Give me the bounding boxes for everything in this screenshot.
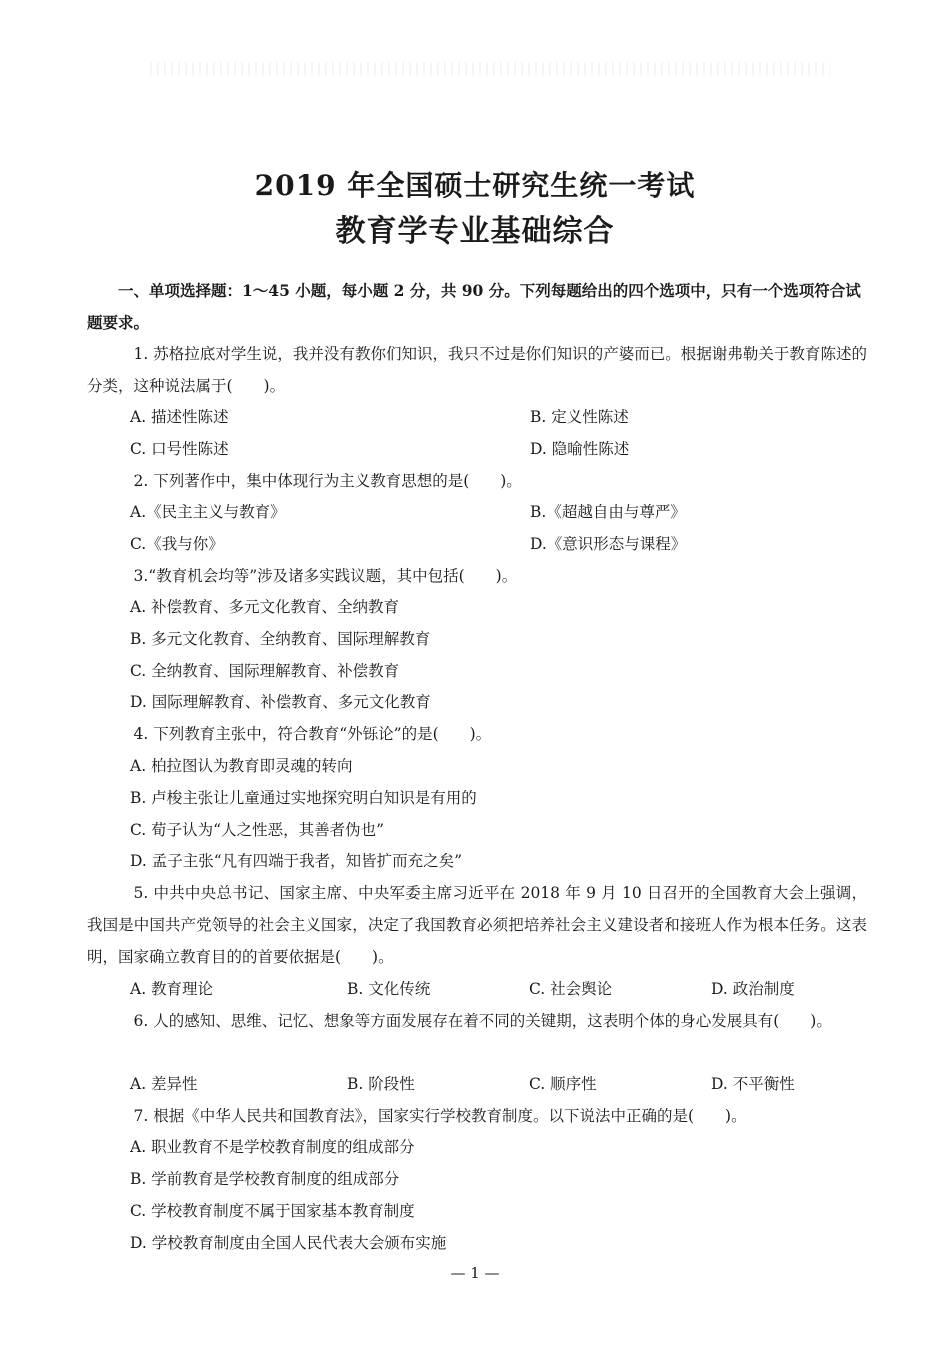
exam-title: 2019 年全国硕士研究生统一考试 — [254, 169, 696, 202]
question-stem: 2. 下列著作中，集中体现行为主义教育思想的是( )。 — [133, 472, 522, 490]
option-b: B. 多元文化教育、全纳教育、国际理解教育 — [130, 630, 431, 648]
option-d: D. 不平衡性 — [711, 1075, 795, 1093]
option-c: C. 荀子认为“人之性恶，其善者伪也” — [130, 821, 385, 839]
option-b: B. 定义性陈述 — [530, 408, 629, 426]
question-stem: 3.“教育机会均等”涉及诸多实践议题，其中包括( )。 — [133, 567, 518, 585]
option-a: A. 职业教育不是学校教育制度的组成部分 — [130, 1138, 415, 1156]
option-d: D. 学校教育制度由全国人民代表大会颁布实施 — [130, 1234, 447, 1252]
option-d: D. 政治制度 — [711, 980, 795, 998]
option-a: A. 描述性陈述 — [130, 408, 229, 426]
option-a: A. 柏拉图认为教育即灵魂的转向 — [130, 757, 353, 775]
option-c: C.《我与你》 — [130, 535, 224, 553]
question-stem: 7. 根据《中华人民共和国教育法》，国家实行学校教育制度。以下说法中正确的是( )。 — [133, 1107, 747, 1125]
option-a: A.《民主主义与教育》 — [130, 503, 286, 521]
question-stem: 6. 人的感知、思维、记忆、想象等方面发展存在着不同的关键期，这表明个体的身心发展具有( )。 — [133, 1012, 832, 1030]
option-c: C. 社会舆论 — [529, 980, 613, 998]
option-d: D. 隐喻性陈述 — [530, 440, 630, 458]
option-a: A. 教育理论 — [130, 980, 214, 998]
option-c: C. 口号性陈述 — [130, 440, 229, 458]
option-b: B. 阶段性 — [347, 1075, 415, 1093]
scan-artifact — [150, 62, 830, 76]
option-c: C. 顺序性 — [529, 1075, 597, 1093]
page-number: — 1 — — [450, 1264, 500, 1282]
option-a: A. 差异性 — [130, 1075, 198, 1093]
question-stem: 5. 中共中央总书记、国家主席、中央军委主席习近平在 2018 年 9 月 10 日召开的全国教育大会上强调，我国是中国共产党领导的社会主义国家，决定了我国教育必须把培养社会主义建设者和接班人作为根本任务。这表明，国家确立教育目的的首要依据是( )。 — [87, 884, 867, 966]
option-d: D. 孟子主张“凡有四端于我者，知皆扩而充之矣” — [130, 852, 463, 870]
section-instructions: 一、单项选择题：1～45 小题，每小题 2 分，共 90 分。下列每题给出的四个选项中，只有一个选项符合试题要求。 — [87, 281, 861, 332]
option-a: A. 补偿教育、多元文化教育、全纳教育 — [130, 598, 400, 616]
option-c: C. 学校教育制度不属于国家基本教育制度 — [130, 1202, 415, 1220]
option-d: D. 国际理解教育、补偿教育、多元文化教育 — [130, 693, 431, 711]
exam-subtitle: 教育学专业基础综合 — [335, 214, 615, 249]
option-b: B. 学前教育是学校教育制度的组成部分 — [130, 1170, 400, 1188]
option-c: C. 全纳教育、国际理解教育、补偿教育 — [130, 662, 400, 680]
option-b: B. 卢梭主张让儿童通过实地探究明白知识是有用的 — [130, 789, 477, 807]
option-d: D.《意识形态与课程》 — [530, 535, 687, 553]
question-stem: 1. 苏格拉底对学生说，我并没有教你们知识，我只不过是你们知识的产婆而已。根据谢弗勒关于教育陈述的分类，这种说法属于( )。 — [87, 345, 867, 395]
question-stem: 4. 下列教育主张中，符合教育“外铄论”的是( )。 — [133, 725, 492, 743]
option-b: B.《超越自由与尊严》 — [530, 503, 686, 521]
option-b: B. 文化传统 — [347, 980, 431, 998]
